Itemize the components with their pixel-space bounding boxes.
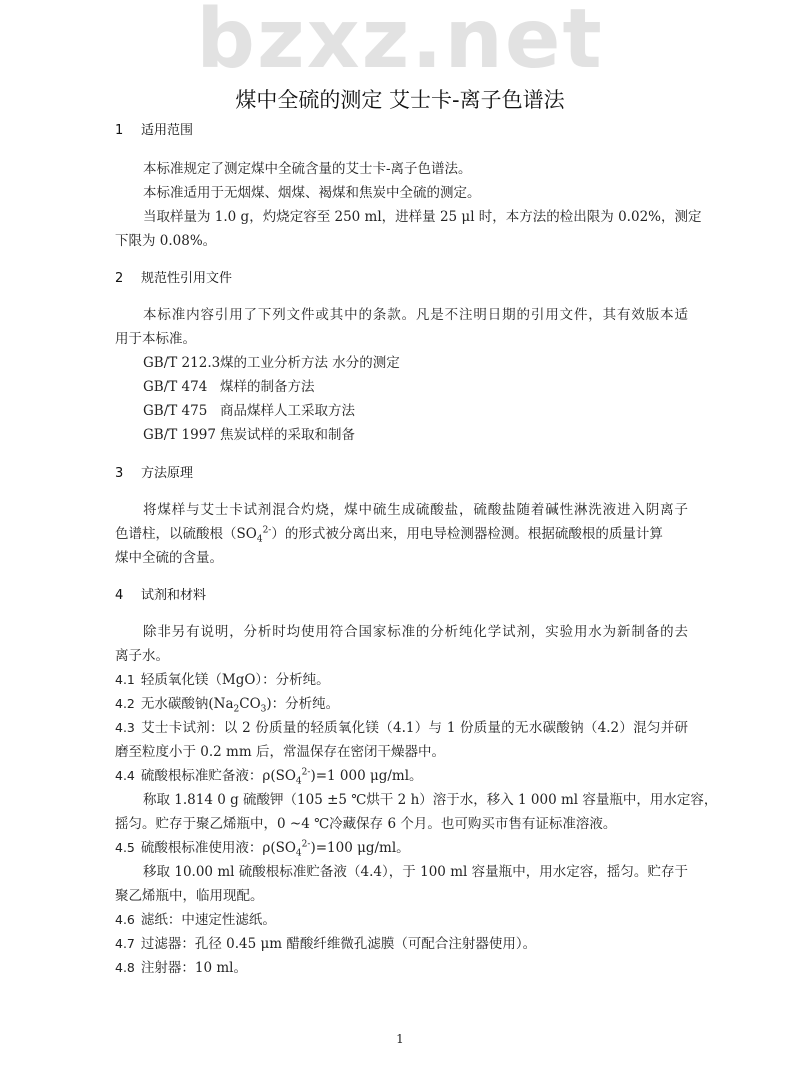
reference-code: GB/T 475: [143, 403, 208, 419]
section-number: 1: [115, 123, 124, 138]
clause-number: 4.7: [115, 936, 135, 951]
paragraph: 煤中全硫的含量。: [115, 550, 223, 566]
section-title: 方法原理: [141, 466, 194, 481]
paragraph: 当取样量为 1.0 g，灼烧定容至 250 ml，进样量 25 μl 时，本方法的检出限为 0.02%，测定: [143, 209, 702, 225]
paragraph: 下限为 0.08%。: [115, 233, 217, 249]
reference-name: 煤样的制备方法: [220, 379, 315, 395]
paragraph: 本标准内容引用了下列文件或其中的条款。凡是不注明日期的引用文件，其有效版本适: [143, 307, 688, 323]
page-number: 1: [396, 1032, 404, 1046]
reference-name: 商品煤样人工采取方法: [220, 403, 355, 419]
paragraph: 移取 10.00 ml 硫酸根标准贮备液（4.4），于 100 ml 容量瓶中，用水定容，摇匀。贮存于: [143, 864, 688, 880]
clause-4-1: [115, 670, 330, 690]
text: CO: [239, 696, 261, 712]
text: )=100 μg/ml。: [310, 840, 410, 856]
paragraph: 本标准规定了测定煤中全硫含量的艾士卡-离子色谱法。: [143, 161, 472, 177]
clause-4-4: [115, 766, 423, 786]
clause-number: 4.4: [115, 768, 135, 783]
clause-text: 轻质氧化镁（MgO）：分析纯。: [140, 672, 330, 688]
paragraph: 本标准适用于无烟煤、烟煤、褐煤和焦炭中全硫的测定。: [143, 185, 481, 201]
reference-item: [143, 401, 355, 421]
text: 色谱柱，以硫酸根（SO: [115, 526, 257, 542]
text: 无水碳酸钠(Na: [140, 696, 234, 712]
clause-number: 4.1: [115, 672, 135, 687]
paragraph: 除非另有说明，分析时均使用符合国家标准的分析纯化学试剂，实验用水为新制备的去: [143, 624, 688, 640]
section-number: 4: [115, 588, 124, 603]
clause-text: 过滤器：孔径 0.45 μm 醋酸纤维微孔滤膜（可配合注射器使用）。: [140, 936, 537, 952]
paragraph: 用于本标准。: [115, 331, 196, 347]
subscript: 4: [295, 776, 302, 787]
reference-item: [143, 353, 400, 373]
clause-number: 4.6: [115, 912, 135, 927]
watermark: bzxz.net: [196, 0, 604, 80]
clause-number: 4.2: [115, 696, 135, 711]
clause-number: 4.5: [115, 840, 135, 855]
clause-text: 艾士卡试剂：以 2 份质量的轻质氧化镁（4.1）与 1 份质量的无水碳酸钠（4.2）混匀并研: [140, 720, 688, 736]
reference-code: GB/T 212.3: [143, 355, 221, 371]
section-number: 3: [115, 466, 124, 481]
clause-4-7: [115, 934, 536, 954]
section-1-heading: [115, 121, 193, 141]
paragraph: 摇匀。贮存于聚乙烯瓶中，0 ~4 ℃冷藏保存 6 个月。也可购买市售有证标准溶液。: [115, 816, 617, 832]
subscript: 4: [256, 534, 263, 545]
clause-4-3: [115, 718, 688, 738]
section-4-heading: [115, 586, 206, 606]
section-title: 规范性引用文件: [141, 271, 233, 286]
clause-text: 滤纸：中速定性滤纸。: [140, 912, 276, 928]
subscript: 4: [295, 848, 302, 859]
reference-code: GB/T 474: [143, 379, 208, 395]
paragraph: 磨至粒度小于 0.2 mm 后，常温保存在密闭干燥器中。: [115, 744, 445, 760]
subscript: 3: [260, 704, 267, 715]
reference-name: 焦炭试样的采取和制备: [220, 427, 355, 443]
clause-4-8: [115, 958, 247, 978]
clause-number: 4.3: [115, 720, 135, 735]
clause-text: 注射器：10 ml。: [140, 960, 247, 976]
reference-item: [143, 377, 315, 397]
clause-4-5: [115, 838, 410, 858]
section-number: 2: [115, 271, 124, 286]
reference-item: [143, 425, 355, 445]
clause-4-6: [115, 910, 276, 930]
paragraph: 聚乙烯瓶中，临用现配。: [115, 888, 264, 904]
page-title: 煤中全硫的测定 艾士卡-离子色谱法: [235, 88, 565, 112]
text: 硫酸根标准贮备液：ρ(SO: [140, 768, 296, 784]
clause-number: 4.8: [115, 960, 135, 975]
clause-4-2: [115, 694, 339, 714]
subscript: 2: [233, 704, 240, 715]
section-3-heading: [115, 464, 193, 484]
section-title: 试剂和材料: [141, 588, 207, 603]
superscript: 2-: [301, 839, 311, 850]
reference-name: 煤的工业分析方法 水分的测定: [220, 355, 400, 371]
text: 硫酸根标准使用液：ρ(SO: [140, 840, 296, 856]
paragraph: 称取 1.814 0 g 硫酸钾（105 ±5 ℃烘干 2 h）溶于水，移入 1 000 ml 容量瓶中，用水定容，: [143, 792, 718, 808]
paragraph: [115, 524, 663, 544]
text: ）的形式被分离出来，用电导检测器检测。根据硫酸根的质量计算: [271, 526, 663, 542]
paragraph: 离子水。: [115, 648, 169, 664]
superscript: 2-: [262, 525, 272, 536]
reference-code: GB/T 1997: [143, 427, 216, 443]
section-title: 适用范围: [141, 123, 194, 138]
paragraph: 将煤样与艾士卡试剂混合灼烧，煤中硫生成硫酸盐，硫酸盐随着碱性淋洗液进入阴离子: [143, 502, 688, 518]
text: )：分析纯。: [266, 696, 340, 712]
superscript: 2-: [301, 767, 311, 778]
text: )=1 000 μg/ml。: [310, 768, 423, 784]
section-2-heading: [115, 269, 232, 289]
